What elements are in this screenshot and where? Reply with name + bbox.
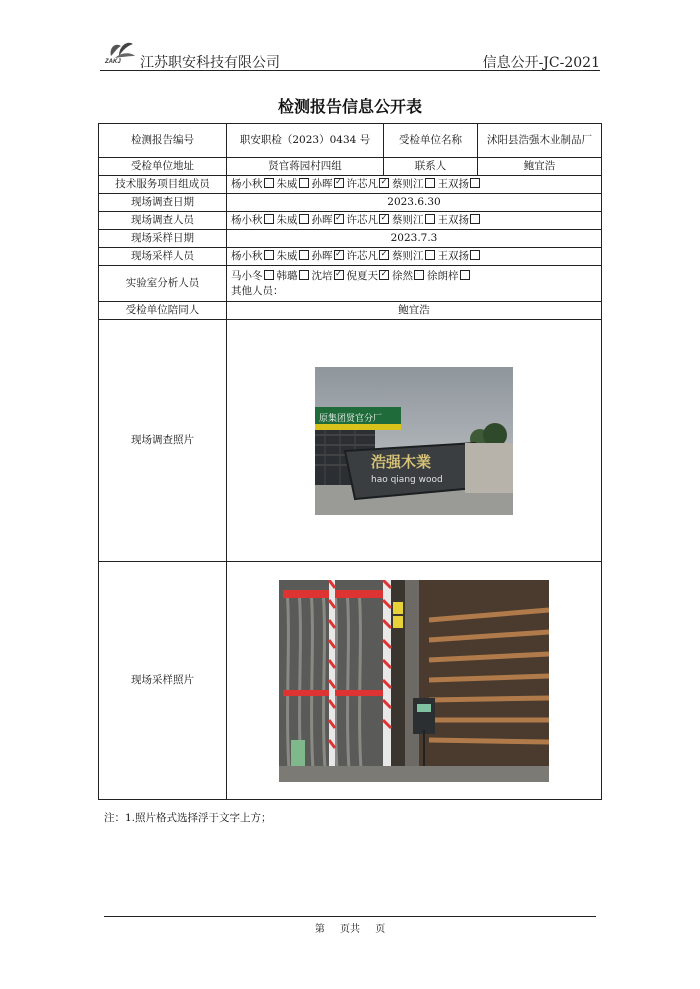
footer-page: 第 (314, 924, 325, 935)
address-label: 受检单位地址 (99, 158, 227, 176)
logo-text: ZAKJ (105, 59, 121, 65)
empty-box-icon (299, 214, 309, 224)
staff-name: 孙晖 (311, 214, 333, 226)
staff-entry (347, 178, 393, 190)
survey-date-label: 现场调查日期 (99, 194, 227, 212)
footer-divider (104, 916, 596, 917)
empty-box-icon (470, 250, 480, 260)
checked-box-icon (379, 250, 389, 260)
empty-box-icon (299, 250, 309, 260)
checked-box-icon (334, 214, 344, 224)
sampling-photo (279, 580, 549, 782)
page-title: 检测报告信息公开表 (277, 97, 422, 116)
staff-name: 朱威 (276, 214, 298, 226)
empty-box-icon (299, 270, 309, 280)
staff-name: 朱威 (276, 178, 298, 190)
empty-box-icon (414, 270, 424, 280)
staff-entry (392, 178, 438, 190)
samplers-label: 现场采样人员 (99, 248, 227, 266)
footer-page-mid: 页共 (340, 924, 360, 935)
empty-box-icon (460, 270, 470, 280)
sampling-date-value: 2023.7.3 (227, 230, 602, 248)
checked-box-icon (379, 214, 389, 224)
staff-name: 蔡则江 (392, 214, 424, 226)
sign-chinese: 浩强木業 (371, 452, 432, 471)
contact-value: 鲍宜浩 (478, 158, 602, 176)
staff-entry (438, 214, 484, 226)
staff-entry (347, 250, 393, 262)
checked-box-icon (379, 178, 389, 188)
staff-name: 许芯凡 (346, 214, 378, 226)
staff-name: 王双扬 (437, 250, 469, 262)
staff-name: 杨小秋 (231, 214, 263, 226)
sign-english: hao qiang wood (371, 474, 443, 485)
staff-entry (347, 214, 393, 226)
sampling-date-label: 现场采样日期 (99, 230, 227, 248)
footnote: 注：1.照片格式选择浮于文字上方； (104, 812, 272, 824)
staff-name: 孙晖 (311, 178, 333, 190)
sampling-device (413, 698, 435, 734)
staff-name: 马小冬 (231, 269, 263, 282)
sampling-photo-label: 现场采样照片 (99, 562, 227, 800)
staff-entry (438, 178, 484, 190)
empty-box-icon (470, 214, 480, 224)
empty-box-icon (425, 250, 435, 260)
staff-name: 王双扬 (437, 214, 469, 226)
banner-text: 原集团贤官分厂 (319, 413, 383, 424)
contact-label: 联系人 (384, 158, 478, 176)
staff-entry (312, 214, 347, 226)
report-no-value: 职安职检（2023）0434 号 (227, 124, 384, 158)
checked-box-icon (379, 270, 389, 280)
staff-name: 徐朗梓 (427, 269, 459, 282)
checked-box-icon (334, 270, 344, 280)
empty-box-icon (264, 250, 274, 260)
staff-entry (392, 250, 438, 262)
staff-name: 蔡则江 (392, 250, 424, 262)
lab-checklist (231, 269, 597, 284)
survey-photo (315, 367, 513, 515)
staff-entry (347, 270, 393, 282)
staff-entry (231, 214, 277, 226)
checked-box-icon (334, 178, 344, 188)
empty-box-icon (264, 270, 274, 280)
survey-photo-label: 现场调查照片 (99, 320, 227, 562)
empty-box-icon (470, 178, 480, 188)
staff-name: 朱威 (276, 250, 298, 262)
staff-name: 蔡则江 (392, 178, 424, 190)
empty-box-icon (264, 178, 274, 188)
staff-name: 王双扬 (437, 178, 469, 190)
staff-entry (231, 270, 277, 282)
escort-label: 受检单位陪同人 (99, 302, 227, 320)
staff-entry (277, 270, 312, 282)
staff-name: 许芯凡 (346, 178, 378, 190)
empty-box-icon (299, 178, 309, 188)
surveyors-checklist (227, 212, 602, 230)
staff-entry (277, 214, 312, 226)
staff-name: 孙晖 (311, 250, 333, 262)
checked-box-icon (334, 250, 344, 260)
lab-other-label: 其他人员： (231, 284, 284, 297)
staff-entry (438, 250, 484, 262)
empty-box-icon (425, 214, 435, 224)
staff-name: 杨小秋 (231, 178, 263, 190)
footer-page-end: 页 (375, 924, 386, 935)
staff-entry (277, 250, 312, 262)
survey-photo-cell (227, 320, 602, 562)
lab-label: 实验室分析人员 (99, 266, 227, 302)
staff-name: 徐然 (392, 269, 413, 282)
address-value: 贤官蒋园村四组 (227, 158, 384, 176)
staff-entry (392, 270, 427, 282)
surveyors-label: 现场调查人员 (99, 212, 227, 230)
lab-cell (227, 266, 602, 302)
unit-name-value: 沭阳县浩强木业制品厂 (478, 124, 602, 158)
staff-name: 许芯凡 (346, 250, 378, 262)
staff-entry (312, 178, 347, 190)
staff-name: 杨小秋 (231, 250, 263, 262)
report-no-label: 检测报告编号 (99, 124, 227, 158)
staff-name: 倪夏天 (346, 269, 378, 282)
survey-date-value: 2023.6.30 (227, 194, 602, 212)
staff-entry (312, 250, 347, 262)
empty-box-icon (264, 214, 274, 224)
staff-entry (392, 214, 438, 226)
info-table (98, 123, 602, 800)
staff-entry (277, 178, 312, 190)
team-label: 技术服务项目组成员 (99, 176, 227, 194)
company-name: 江苏职安科技有限公司 (140, 55, 280, 71)
staff-entry (231, 250, 277, 262)
empty-box-icon (425, 178, 435, 188)
staff-name: 沈培 (311, 269, 333, 282)
page-footer (0, 920, 700, 935)
staff-entry (312, 270, 347, 282)
staff-name: 韩璐 (276, 269, 298, 282)
staff-entry (231, 178, 277, 190)
page-header (100, 36, 600, 71)
sampling-photo-cell (227, 562, 602, 800)
document-code: 信息公开-JC-2021 (482, 55, 600, 71)
unit-name-label: 受检单位名称 (384, 124, 478, 158)
staff-entry (427, 270, 473, 282)
team-checklist (227, 176, 602, 194)
samplers-checklist (227, 248, 602, 266)
escort-value: 鲍宜浩 (227, 302, 602, 320)
